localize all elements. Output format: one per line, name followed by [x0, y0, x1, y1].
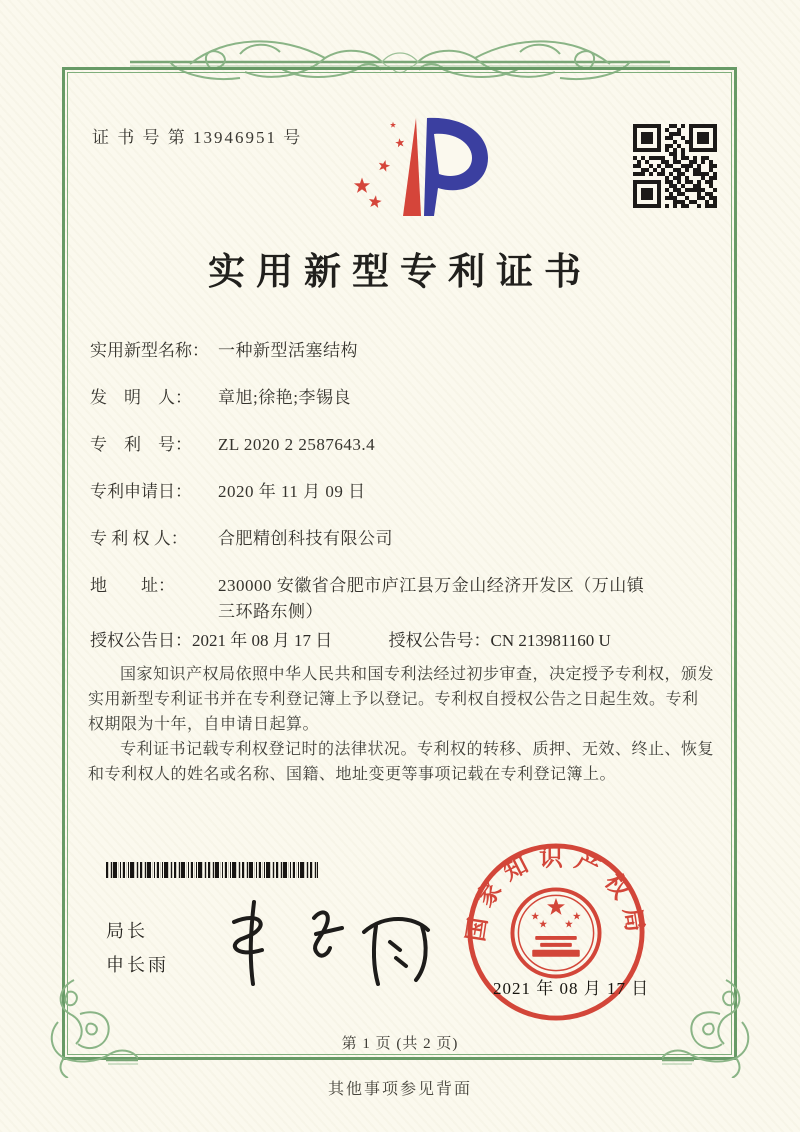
- field-label: 专 利 号：: [90, 435, 192, 454]
- director-name: 申长雨: [106, 955, 169, 975]
- field-patent-number: [90, 432, 670, 458]
- field-label: 发 明 人：: [90, 388, 192, 407]
- field-label: 实用新型名称：: [90, 341, 209, 360]
- field-value: 章旭;徐艳;李锡良: [218, 388, 351, 407]
- grant-date-label: 授权公告日：: [90, 631, 192, 650]
- certificate-number: 证 书 号 第 13946951 号: [92, 128, 303, 147]
- barcode: [106, 862, 318, 878]
- seal-text: 国家知识产权局: [463, 845, 649, 944]
- field-utility-model-name: [90, 338, 670, 364]
- grant-number-value: CN 213981160 U: [490, 631, 611, 650]
- legal-paragraph-2: 专利证书记载专利权登记时的法律状况。专利权的转移、质押、无效、终止、恢复和专利权人的姓名或名称、国籍、地址变更等事项记载在专利登记簿上。: [88, 741, 715, 783]
- grant-date-value: 2021 年 08 月 17 日: [192, 631, 333, 650]
- field-value: 一种新型活塞结构: [218, 341, 358, 360]
- field-value: ZL 2020 2 2587643.4: [218, 435, 376, 454]
- seal-national-emblem: [512, 889, 599, 976]
- field-value: 合肥精创科技有限公司: [218, 529, 393, 548]
- grant-number-label: 授权公告号：: [388, 631, 491, 650]
- field-label: 专利申请日：: [90, 482, 192, 501]
- back-side-note: 其他事项参见背面: [327, 1081, 472, 1098]
- legal-text: [88, 662, 714, 787]
- field-inventors: [90, 385, 670, 411]
- director-title: 局长: [106, 921, 148, 941]
- field-value: 2020 年 11 月 09 日: [218, 482, 366, 501]
- field-address: [90, 573, 670, 625]
- cnipa-logo: [342, 112, 494, 230]
- qr-code: [633, 124, 717, 208]
- certificate-fields: [90, 338, 670, 646]
- field-patentee: [90, 526, 670, 552]
- legal-paragraph-1: 国家知识产权局依照中华人民共和国专利法经过初步审查，决定授予专利权，颁发实用新型专利证书并在专利登记簿上予以登记。专利权自授权公告之日起生效。专利权期限为十年，自申请日起算。: [88, 666, 715, 733]
- field-value: 230000 安徽省合肥市庐江县万金山经济开发区（万山镇三环路东侧）: [218, 576, 645, 621]
- logo-red-wedge: [403, 118, 421, 216]
- field-label: 专 利 权 人：: [90, 529, 188, 548]
- director-block: [106, 914, 169, 982]
- seal-date: 2021 年 08 月 17 日: [493, 979, 650, 998]
- director-signature: [218, 888, 448, 992]
- grant-number-pair: [389, 628, 611, 654]
- certificate-title: 实用新型专利证书: [208, 252, 592, 293]
- field-application-date: [90, 479, 670, 505]
- logo-stars: [354, 122, 405, 209]
- field-label: 地 址：: [90, 576, 175, 595]
- page-number: 第 1 页 (共 2 页): [341, 1036, 459, 1052]
- grant-row: [90, 628, 730, 654]
- grant-date-pair: [90, 628, 332, 654]
